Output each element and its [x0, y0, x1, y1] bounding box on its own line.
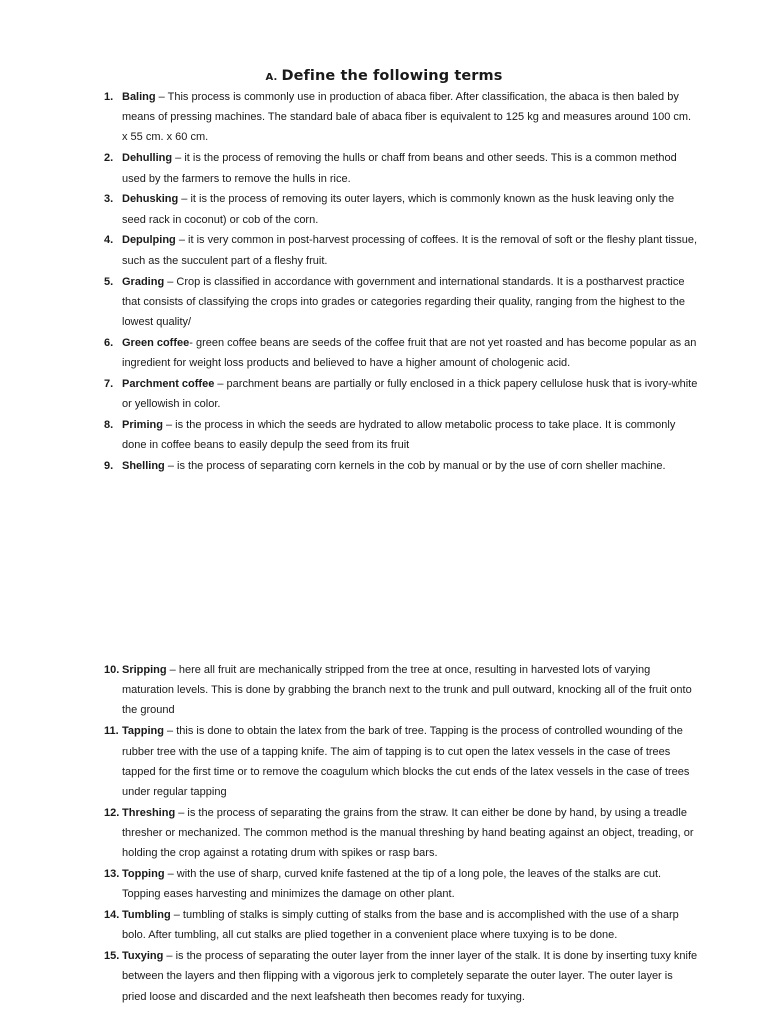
- term-definition: – it is the process of removing its outer layers, which is commonly known as the husk leaving only the seed rack in coconut) or cob of the corn.: [122, 193, 675, 226]
- term-name: Tuxying: [122, 950, 164, 963]
- term-definition-text: [122, 868, 661, 900]
- term-definition: – is the process in which the seeds are hydrated to allow metabolic process to take place. It is commonly done in coffee beans to easily depulp the seed from its fruit: [122, 419, 676, 452]
- term-item: [0, 272, 768, 333]
- term-number: 10.: [104, 664, 120, 676]
- term-item: [0, 803, 768, 864]
- term-number: 7.: [104, 377, 114, 390]
- terms-list-part-2: [0, 660, 768, 1008]
- terms-list-part-1: [0, 87, 768, 477]
- term-definition-text: [122, 91, 691, 143]
- term-definition: – is the process of separating the outer layer from the inner layer of the stalk. It is done by inserting tuxy knife between the layers and then flipping with a vigorous jerk to completely separate the outer layer. The outer layer is pried loose and discarded and the next leafsheath then becomes ready for tuxying.: [122, 950, 698, 1003]
- term-definition: - green coffee beans are seeds of the coffee fruit that are not yet roasted and has become popular as an ingredient for weight loss products and believed to have a higher amount of chologenic acid.: [122, 336, 697, 370]
- term-number: 15.: [104, 950, 120, 963]
- section-letter: A.: [265, 72, 278, 83]
- term-name: Depulping: [122, 234, 176, 247]
- term-item: [0, 148, 768, 188]
- term-name: Topping: [122, 868, 165, 881]
- term-number: 5.: [104, 275, 114, 288]
- term-definition-text: [122, 419, 675, 451]
- term-item: [0, 456, 768, 476]
- term-name: Priming: [122, 419, 163, 432]
- term-name: Sripping: [122, 664, 167, 676]
- term-definition-text: [122, 664, 692, 716]
- term-definition-text: [122, 909, 679, 941]
- term-number: 3.: [104, 193, 114, 206]
- term-definition-text: [122, 193, 674, 225]
- term-name: Baling: [122, 91, 156, 103]
- section-heading: [0, 68, 768, 84]
- term-name: Threshing: [122, 806, 176, 819]
- term-definition-text: [122, 234, 697, 266]
- term-number: 6.: [104, 336, 114, 349]
- term-name: Dehulling: [122, 152, 173, 165]
- term-item: [0, 87, 768, 148]
- term-definition: – tumbling of stalks is simply cutting of stalks from the base and is accomplished with the use of a sharp bolo. After tumbling, all cut stalks are plied together in a convenient place where tuxying is to be done.: [122, 909, 679, 942]
- term-item: [0, 864, 768, 904]
- section-title: Define the following terms: [281, 68, 503, 84]
- term-definition-text: [122, 337, 696, 369]
- term-item: [0, 189, 768, 229]
- term-name: Tumbling: [122, 909, 171, 922]
- term-item: [0, 230, 768, 270]
- term-number: 9.: [104, 460, 114, 473]
- term-definition: – parchment beans are partially or fully enclosed in a thick papery cellulose husk that is ivory-white or yellowish in color.: [122, 377, 698, 411]
- term-number: 1.: [104, 91, 114, 103]
- term-item: [0, 333, 768, 373]
- term-item: [0, 905, 768, 945]
- term-definition-text: [122, 807, 694, 859]
- term-definition-text: [122, 378, 697, 410]
- term-definition: – it is the process of removing the hulls or chaff from beans and other seeds. This is a common method used by the farmers to remove the hulls in rice.: [122, 152, 677, 185]
- term-definition: – with the use of sharp, curved knife fastened at the tip of a long pole, the leaves of the stalks are cut. Topping eases harvesting and minimizes the damage on other plant.: [122, 868, 662, 901]
- term-item: [0, 721, 768, 802]
- term-definition: – Crop is classified in accordance with government and international standards. It is a postharvest practice that consists of classifying the crops into grades or categories regarding their quality, ranging from the highest to the lowest quality/: [122, 275, 685, 328]
- term-definition: – is the process of separating the grains from the straw. It can either be done by hand, by using a treadle thresher or mechanized. The common method is the manual threshing by hand beating against an object, treading, or holding the crop against a rotating drum with spikes or rasp bars.: [122, 806, 694, 860]
- term-definition-text: [122, 460, 666, 472]
- term-number: 11.: [104, 725, 119, 738]
- term-number: 12.: [104, 806, 120, 819]
- term-name: Tapping: [122, 725, 164, 738]
- term-definition: – here all fruit are mechanically stripped from the tree at once, resulting in harvested lots of varying maturation levels. This is done by grabbing the branch next to the trunk and pull outward, knocking all of the fruit onto the ground: [122, 664, 692, 717]
- term-name: Green coffee: [122, 336, 190, 349]
- term-number: 2.: [104, 152, 114, 165]
- term-item: [0, 946, 768, 1007]
- term-definition: – This process is commonly use in production of abaca fiber. After classification, the abaca is then baled by means of pressing machines. The standard bale of abaca fiber is equivalent to 125 kg and measures around 100 cm. x 55 cm. x 60 cm.: [122, 91, 692, 144]
- term-definition-text: [122, 725, 689, 798]
- term-number: 13.: [104, 868, 120, 881]
- term-definition: – this is done to obtain the latex from the bark of tree. Tapping is the process of controlled wounding of the rubber tree with the use of a tapping knife. The aim of tapping is to cut open the latex vessels in the case of trees tapped for the first time or to remove the coagulum which blocks the cut ends of the latex vessels in the case of trees under regular tapping: [122, 725, 690, 798]
- term-number: 14.: [104, 909, 120, 922]
- term-definition-text: [122, 152, 677, 184]
- term-name: Grading: [122, 275, 165, 288]
- term-name: Shelling: [122, 460, 165, 473]
- term-definition: – is the process of separating corn kernels in the cob by manual or by the use of corn sheller machine.: [164, 460, 666, 473]
- term-definition-text: [122, 950, 697, 1002]
- term-name: Dehusking: [122, 193, 179, 206]
- term-item: [0, 660, 768, 721]
- term-number: 8.: [104, 419, 114, 432]
- term-name: Parchment coffee: [122, 377, 215, 390]
- term-definition-text: [122, 276, 685, 328]
- term-item: [0, 415, 768, 455]
- term-definition: – it is very common in post-harvest processing of coffees. It is the removal of soft or the fleshy plant tissue, such as the succulent part of a fleshy fruit.: [122, 234, 698, 267]
- term-item: [0, 374, 768, 414]
- term-number: 4.: [104, 234, 114, 247]
